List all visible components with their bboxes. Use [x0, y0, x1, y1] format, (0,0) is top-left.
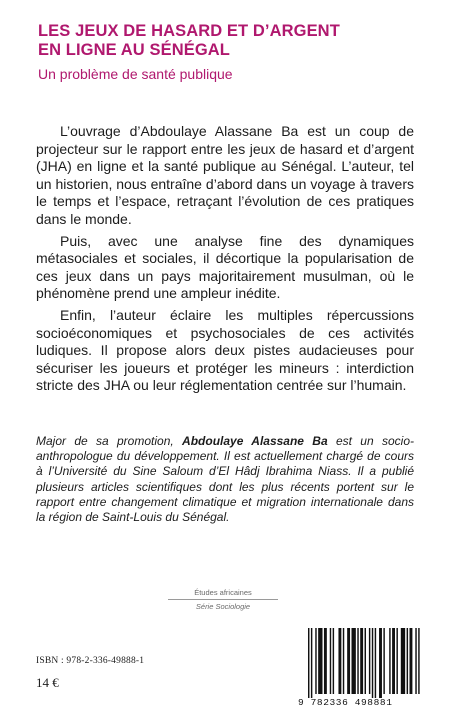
barcode-bar	[352, 628, 356, 694]
book-title	[38, 22, 428, 60]
summary-paragraph-2: Puis, avec une analyse fine des dynamiques métasociales et sociales, il décortique la popularisation de ces jeux dans un pays majoritairement musulman, où le phénomène prend une ampleur inédite.	[36, 232, 414, 302]
barcode-bar	[357, 628, 358, 694]
summary-paragraph-3: Enfin, l’auteur éclaire les multiples répercussions socioéconomiques et psychosociales de ces activités ludiques. Il propose alors deux pistes audacieuses pour sécuriser les joueurs et protéger les mineurs : interdiction stricte des JHA ou leur réglementation centrée sur l’humain.	[36, 306, 414, 394]
title-line-1: LES JEUX DE HASARD ET D’ARGENT	[38, 22, 340, 40]
barcode-bar	[315, 628, 316, 694]
barcode-bar	[308, 628, 309, 698]
barcode-bar	[318, 628, 322, 694]
book-summary	[36, 123, 414, 399]
price: 14 €	[36, 675, 59, 690]
barcode-bar	[338, 628, 341, 694]
barcode-bar	[365, 628, 366, 694]
series-name: Études africaines	[168, 588, 278, 600]
barcode-icon	[298, 626, 426, 698]
barcode-bar	[333, 628, 334, 694]
isbn-number: ISBN : 978-2-336-49888-1	[36, 656, 145, 666]
book-subtitle: Un problème de santé publique	[38, 66, 233, 82]
barcode-digits: 9 782336 498881	[298, 697, 393, 708]
barcode-bar	[396, 628, 397, 694]
barcode-bar	[383, 628, 384, 694]
barcode-bar	[360, 628, 363, 694]
title-line-2: EN LIGNE AU SÉNÉGAL	[38, 41, 230, 59]
barcode-bar	[401, 628, 405, 694]
barcode-bar	[369, 628, 370, 694]
summary-paragraph-1: L’ouvrage d’Abdoulaye Alassane Ba est un coup de projecteur sur le rapport entre les jeux de hasard et d’argent (JHA) en ligne et la santé publique au Sénégal. L’auteur, tel un historien, nous entraîne d’abord dans un voyage à travers le temps et l’espace, retraçant l’évolution de ces pratiques dans le monde.	[36, 123, 414, 227]
barcode	[298, 626, 426, 710]
barcode-bar	[392, 628, 395, 694]
barcode-bar	[407, 628, 408, 694]
barcode-bar	[415, 628, 416, 694]
barcode-bar	[375, 628, 376, 698]
barcode-bar	[389, 628, 390, 694]
bio-text: est un socio-anthropologue du développement. Il est actuellement chargé de cours à l’Université du Sine Saloum d’El Hâdj Ibrahima Niass. Il a publié plusieurs articles scientifiques dont les plus récents portent sur le rapport entre changement climatique et migration internationale dans la région de Saint-Louis du Sénégal.	[36, 434, 414, 525]
barcode-bar	[410, 628, 413, 694]
series-block	[168, 588, 278, 611]
author-bio	[36, 434, 414, 525]
barcode-bar	[379, 628, 382, 698]
barcode-bar	[343, 628, 344, 694]
author-name: Abdoulaye Alassane Ba	[182, 434, 328, 448]
barcode-bar	[311, 628, 312, 698]
barcode-bar	[418, 628, 419, 694]
barcode-bar	[372, 628, 373, 698]
bio-lead: Major de sa promotion,	[36, 434, 183, 448]
barcode-bar	[324, 628, 327, 694]
barcode-bar	[330, 628, 331, 694]
series-subtitle: Série Sociologie	[195, 602, 251, 611]
barcode-bar	[347, 628, 350, 694]
